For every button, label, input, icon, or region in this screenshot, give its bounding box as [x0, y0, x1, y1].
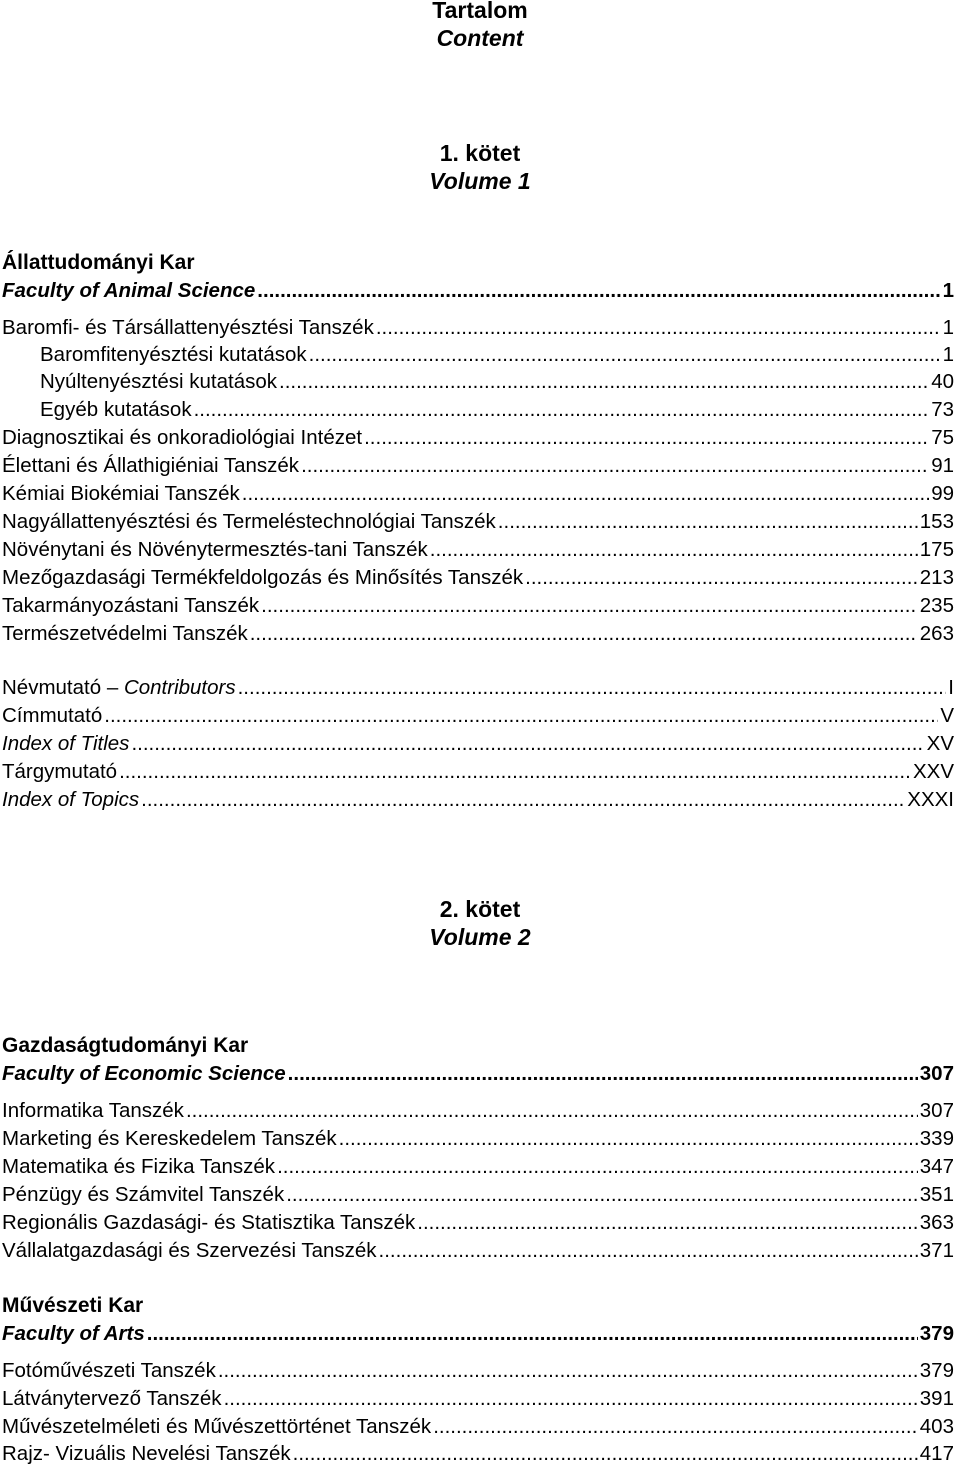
title-en: Content [436, 25, 524, 51]
faculty3-name-en: Faculty of Arts [2, 1322, 145, 1345]
volume2-label: 2. kötet [439, 896, 521, 922]
title-hu: Tartalom [432, 0, 528, 23]
toc-entry[interactable]: Diagnosztikai és onkoradiológiai Intézet ..... 75 [2, 424, 954, 452]
toc-entry[interactable]: Regionális Gazdasági- és Statisztika Tanszék ..... 363 [2, 1209, 954, 1237]
toc-entry[interactable]: Baromfi- és Társállattenyésztési Tanszék ..... 1 [2, 314, 954, 342]
toc-entry[interactable]: Természetvédelmi Tanszék ..... 263 [2, 620, 954, 648]
toc-entry[interactable]: Fotóművészeti Tanszék ..... 379 [2, 1357, 954, 1385]
faculty1-entry[interactable] [2, 277, 954, 305]
faculty1-name-en: Faculty of Animal Science [2, 279, 256, 302]
volume1-label-en: Volume 1 [429, 168, 531, 194]
volume1-label: 1. kötet [439, 140, 521, 166]
toc-entry[interactable]: Baromfitenyésztési kutatások ..... 1 [2, 341, 954, 369]
volume2-label-en: Volume 2 [429, 924, 531, 950]
toc-entry[interactable]: Mezőgazdasági Termékfeldolgozás és Minősítés Tanszék ..... 213 [2, 564, 954, 592]
toc-entry[interactable]: Növénytani és Növénytermesztés-tani Tanszék ..... 175 [2, 536, 954, 564]
index-entry-contributors[interactable]: Névmutató – Contributors ..... I [2, 674, 954, 702]
toc-entry[interactable]: Matematika és Fizika Tanszék ..... 347 [2, 1153, 954, 1181]
faculty3-page: 379 [919, 1322, 954, 1345]
toc-title [0, 0, 960, 52]
faculty2-name-en: Faculty of Economic Science [2, 1062, 286, 1085]
toc-entry[interactable]: Élettani és Állathigiéniai Tanszék ..... 91 [2, 452, 954, 480]
toc-entry[interactable]: Takarmányozástani Tanszék ..... 235 [2, 592, 954, 620]
faculty2-name: Gazdaságtudományi Kar [2, 1034, 249, 1057]
index-entry[interactable]: Index of Topics ..... XXXI [2, 786, 954, 814]
index-entry[interactable]: Tárgymutató ..... XXV [2, 758, 954, 786]
toc-entry[interactable]: Nyúltenyésztési kutatások ..... 40 [2, 368, 954, 396]
toc-entry[interactable]: Informatika Tanszék ..... 307 [2, 1097, 954, 1125]
faculty2-page: 307 [919, 1062, 954, 1085]
toc-entry[interactable]: Nagyállattenyésztési és Termeléstechnológiai Tanszék ..... 153 [2, 508, 954, 536]
toc-entry[interactable]: Pénzügy és Számvitel Tanszék ..... 351 [2, 1181, 954, 1209]
toc-entry[interactable]: Egyéb kutatások ..... 73 [2, 396, 954, 424]
toc-entry[interactable]: Vállalatgazdasági és Szervezési Tanszék ..... 371 [2, 1237, 954, 1265]
faculty3-name: Művészeti Kar [2, 1294, 144, 1317]
faculty1-page: 1 [942, 279, 954, 302]
volume2-heading [0, 895, 960, 951]
toc-entry[interactable]: Látványtervező Tanszék ..... 391 [2, 1385, 954, 1413]
faculty2-entry[interactable] [2, 1060, 954, 1088]
toc-entry[interactable]: Kémiai Biokémiai Tanszék ..... 99 [2, 480, 954, 508]
volume1-heading [0, 139, 960, 195]
toc-entry[interactable]: Rajz- Vizuális Nevelési Tanszék ..... 417 [2, 1440, 954, 1468]
index-entry[interactable]: Index of Titles ..... XV [2, 730, 954, 758]
toc-entry[interactable]: Marketing és Kereskedelem Tanszék ..... 339 [2, 1125, 954, 1153]
faculty1-name: Állattudományi Kar [2, 251, 195, 274]
toc-entry[interactable]: Művészetelméleti és Művészettörténet Tanszék ..... 403 [2, 1413, 954, 1441]
index-entry[interactable]: Címmutató ..... V [2, 702, 954, 730]
faculty3-entry[interactable] [2, 1320, 954, 1348]
